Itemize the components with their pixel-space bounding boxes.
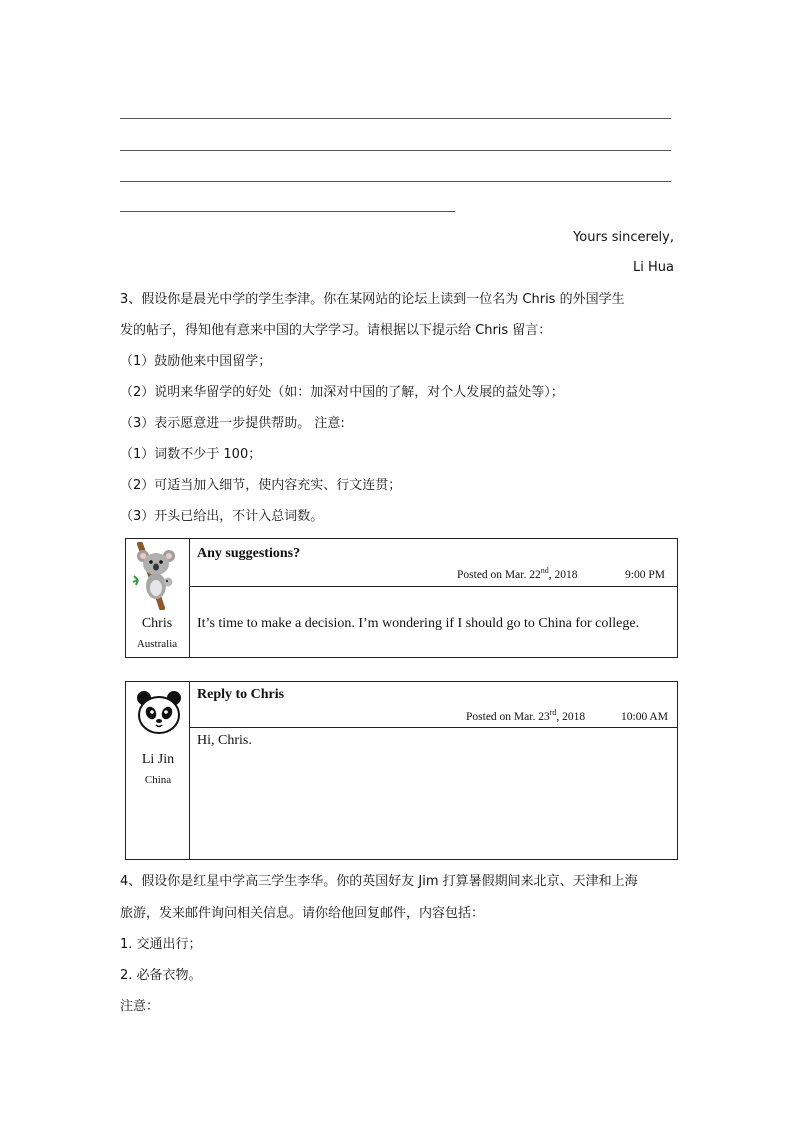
q3-item: （2）说明来华留学的好处（如：加深对中国的了解，对个人发展的益处等）； [120,385,564,400]
reply-title: Reply to Chris [197,687,285,702]
reply-time: 10:00 AM [621,711,668,723]
q3-item: （3）表示愿意进一步提供帮助。 注意: [120,416,345,431]
reply-author-country: China [144,774,172,786]
post-header-separator [189,586,678,587]
post-date-suffix: nd [540,566,549,576]
panda-icon [135,689,183,737]
reply-author-name: Li Jin [141,752,175,767]
reply-timestamp [466,708,586,723]
post-divider [189,538,190,658]
post-timestamp [457,566,578,581]
writing-line-4 [120,211,455,212]
post-time: 9:00 PM [625,569,665,581]
reply-year: , 2018 [556,711,586,723]
post-content: It’s time to make a decision. I’m wondering if I should go to China for college. [197,616,640,631]
q4-note-label: 注意： [120,999,160,1014]
post-year: , 2018 [548,569,578,581]
post-title: Any suggestions? [197,546,301,561]
q4-item: 1. 交通出行； [120,937,202,952]
q4-prompt-line-1: 4、假设你是红星中学高三学生李华。你的英国好友 Jim 打算暑假期间来北京、天津和上海 [120,874,638,889]
writing-line-2 [120,150,671,151]
q3-prompt-line-2: 发的帖子，得知他有意来中国的大学学习。请根据以下提示给 Chris 留言： [120,323,552,338]
post-author-country: Australia [136,638,178,650]
post-author-name: Chris [141,616,173,631]
reply-content: Hi, Chris. [197,733,252,748]
q3-item: （1）鼓励他来中国留学； [120,354,272,369]
q3-item: （3）开头已给出，不计入总词数。 [120,509,324,524]
reply-header-separator [189,727,678,728]
q3-item: （1）词数不少于 100； [120,447,262,462]
koala-icon [132,542,182,610]
writing-line-1 [120,118,671,119]
q3-item: （2）可适当加入细节，使内容充实、行文连贯； [120,478,402,493]
reply-date: Posted on Mar. 23 [466,711,550,723]
q4-prompt-line-2: 旅游，发来邮件询问相关信息。请你给他回复邮件，内容包括： [120,906,485,921]
q3-prompt-line-1: 3、假设你是晨光中学的学生李津。你在某网站的论坛上读到一位名为 Chris 的外国学生 [120,292,625,307]
letter-closing: Yours sincerely, [573,230,674,245]
reply-divider [189,681,190,860]
q4-item: 2. 必备衣物。 [120,968,202,983]
reply-date-suffix: rd [549,708,557,718]
writing-line-3 [120,181,671,182]
reply-post [125,681,678,860]
post-date: Posted on Mar. 22 [457,569,541,581]
letter-signature: Li Hua [633,260,674,275]
